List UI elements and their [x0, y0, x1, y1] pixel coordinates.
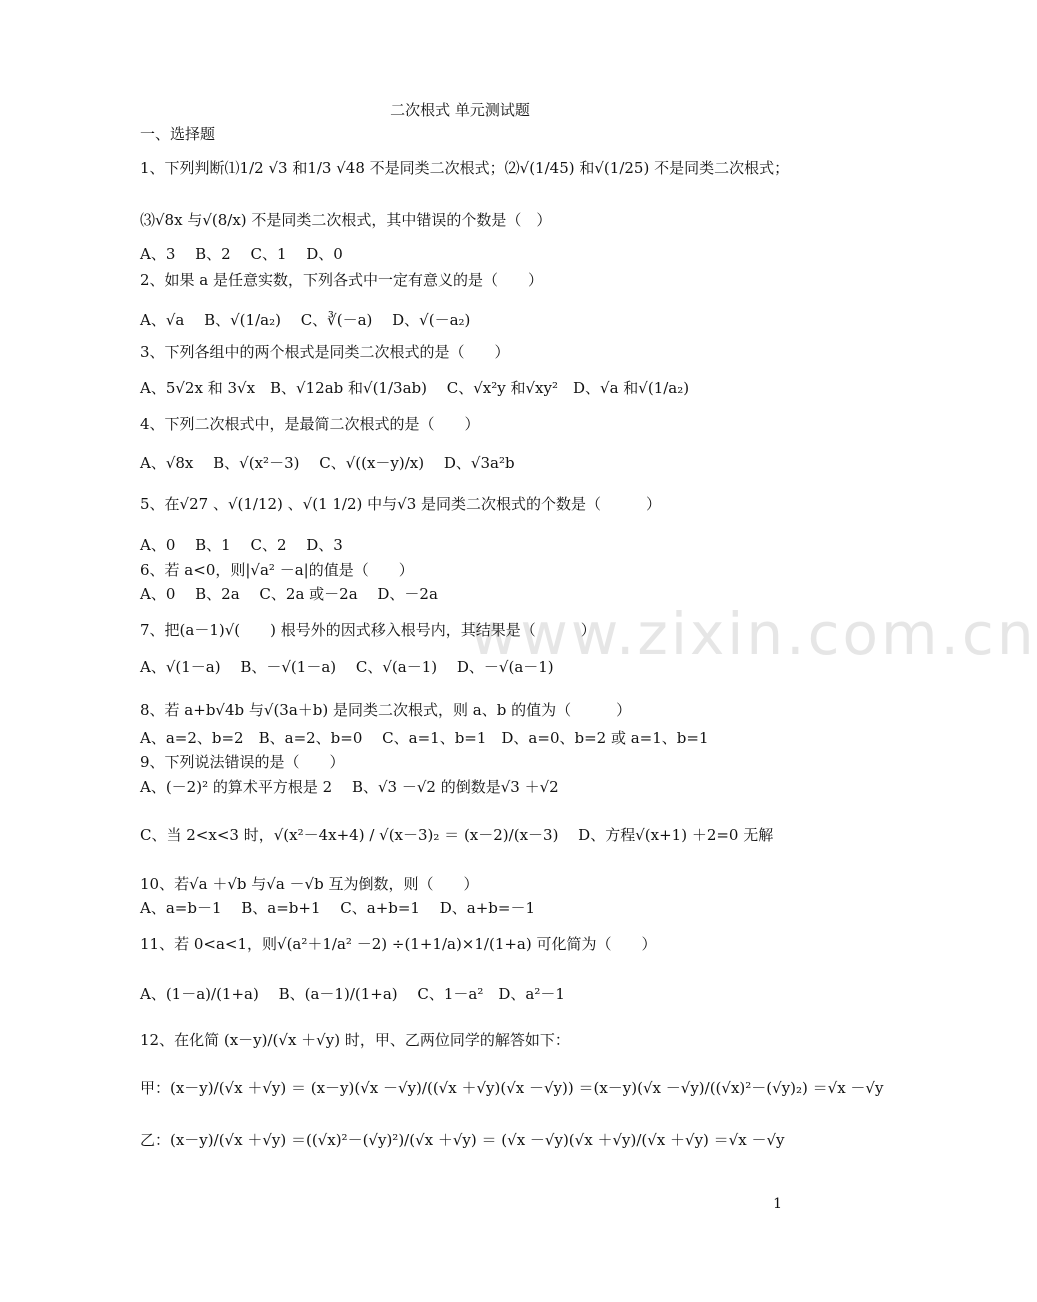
- question-2: 2、如果 a 是任意实数，下列各式中一定有意义的是（ ）: [140, 271, 544, 289]
- question-7-options: A、√(1－a) B、－√(1－a) C、√(a－1) D、－√(a－1): [140, 658, 554, 676]
- question-5: 5、在√27 、√(1/12) 、√(1 1/2) 中与√3 是同类二次根式的个数是（ ）: [140, 495, 662, 513]
- question-7: 7、把(a－1)√( ) 根号外的因式移入根号内，其结果是（ ）: [140, 621, 596, 639]
- question-3: 3、下列各组中的两个根式是同类二次根式的是（ ）: [140, 343, 510, 361]
- page-title: 二次根式 单元测试题: [390, 101, 530, 119]
- question-12: 12、在化简 (x－y)/(√x ＋√y) 时，甲、乙两位同学的解答如下：: [140, 1031, 570, 1049]
- question-11-options: A、(1－a)/(1+a) B、(a－1)/(1+a) C、1－a² D、a²－1: [140, 985, 565, 1003]
- solution-jia: 甲：(x－y)/(√x ＋√y) ＝ (x－y)(√x －√y)/((√x ＋√y)(√x －√y)) ＝(x－y)(√x －√y)/((√x)²－(√y)₂) ＝√x －√y: [140, 1079, 884, 1097]
- question-1-cont: ⑶√8x 与√(8/x) 不是同类二次根式，其中错误的个数是（ ）: [140, 211, 552, 229]
- question-4: 4、下列二次根式中，是最简二次根式的是（ ）: [140, 415, 480, 433]
- question-8-options: A、a=2、b=2 B、a=2、b=0 C、a=1、b=1 D、a=0、b=2 或 a=1、b=1: [140, 729, 709, 747]
- question-2-options: A、√a B、√(1/a₂) C、∛(－a) D、√(－a₂): [140, 311, 471, 329]
- question-9: 9、下列说法错误的是（ ）: [140, 753, 345, 771]
- question-3-options: A、5√2x 和 3√x B、√12ab 和√(1/3ab) C、√x²y 和√xy² D、√a 和√(1/a₂): [140, 379, 690, 397]
- question-4-options: A、√8x B、√(x²－3) C、√((x－y)/x) D、√3a²b: [140, 454, 515, 472]
- question-9-option-cd: C、当 2<x<3 时，√(x²－4x+4) / √(x－3)₂ ＝ (x－2)/(x－3) D、方程√(x+1) ＋2=0 无解: [140, 826, 774, 844]
- question-10-options: A、a=b－1 B、a=b+1 C、a+b=1 D、a+b=－1: [140, 899, 535, 917]
- question-5-options: A、0 B、1 C、2 D、3: [140, 536, 343, 554]
- watermark: www.zixin.com.cn: [470, 600, 1037, 668]
- question-6: 6、若 a<0，则|√a² －a|的值是（ ）: [140, 561, 414, 579]
- question-6-options: A、0 B、2a C、2a 或－2a D、－2a: [140, 585, 438, 603]
- page-number: 1: [773, 1196, 782, 1212]
- question-11: 11、若 0<a<1，则√(a²＋1/a² －2) ÷(1+1/a)×1/(1+a) 可化简为（ ）: [140, 935, 657, 953]
- question-9-option-ab: A、(－2)² 的算术平方根是 2 B、√3 －√2 的倒数是√3 ＋√2: [140, 778, 559, 796]
- solution-yi: 乙：(x－y)/(√x ＋√y) ＝((√x)²－(√y)²)/(√x ＋√y) ＝ (√x －√y)(√x ＋√y)/(√x ＋√y) ＝√x －√y: [140, 1131, 785, 1149]
- question-10: 10、若√a ＋√b 与√a －√b 互为倒数，则（ ）: [140, 875, 479, 893]
- question-1: 1、下列判断⑴1/2 √3 和1/3 √48 不是同类二次根式；⑵√(1/45) 和√(1/25) 不是同类二次根式；: [140, 159, 790, 177]
- question-8: 8、若 a+b√4b 与√(3a＋b) 是同类二次根式，则 a、b 的值为（ ）: [140, 701, 632, 719]
- question-1-options: A、3 B、2 C、1 D、0: [140, 245, 343, 263]
- section-heading: 一、选择题: [140, 125, 216, 143]
